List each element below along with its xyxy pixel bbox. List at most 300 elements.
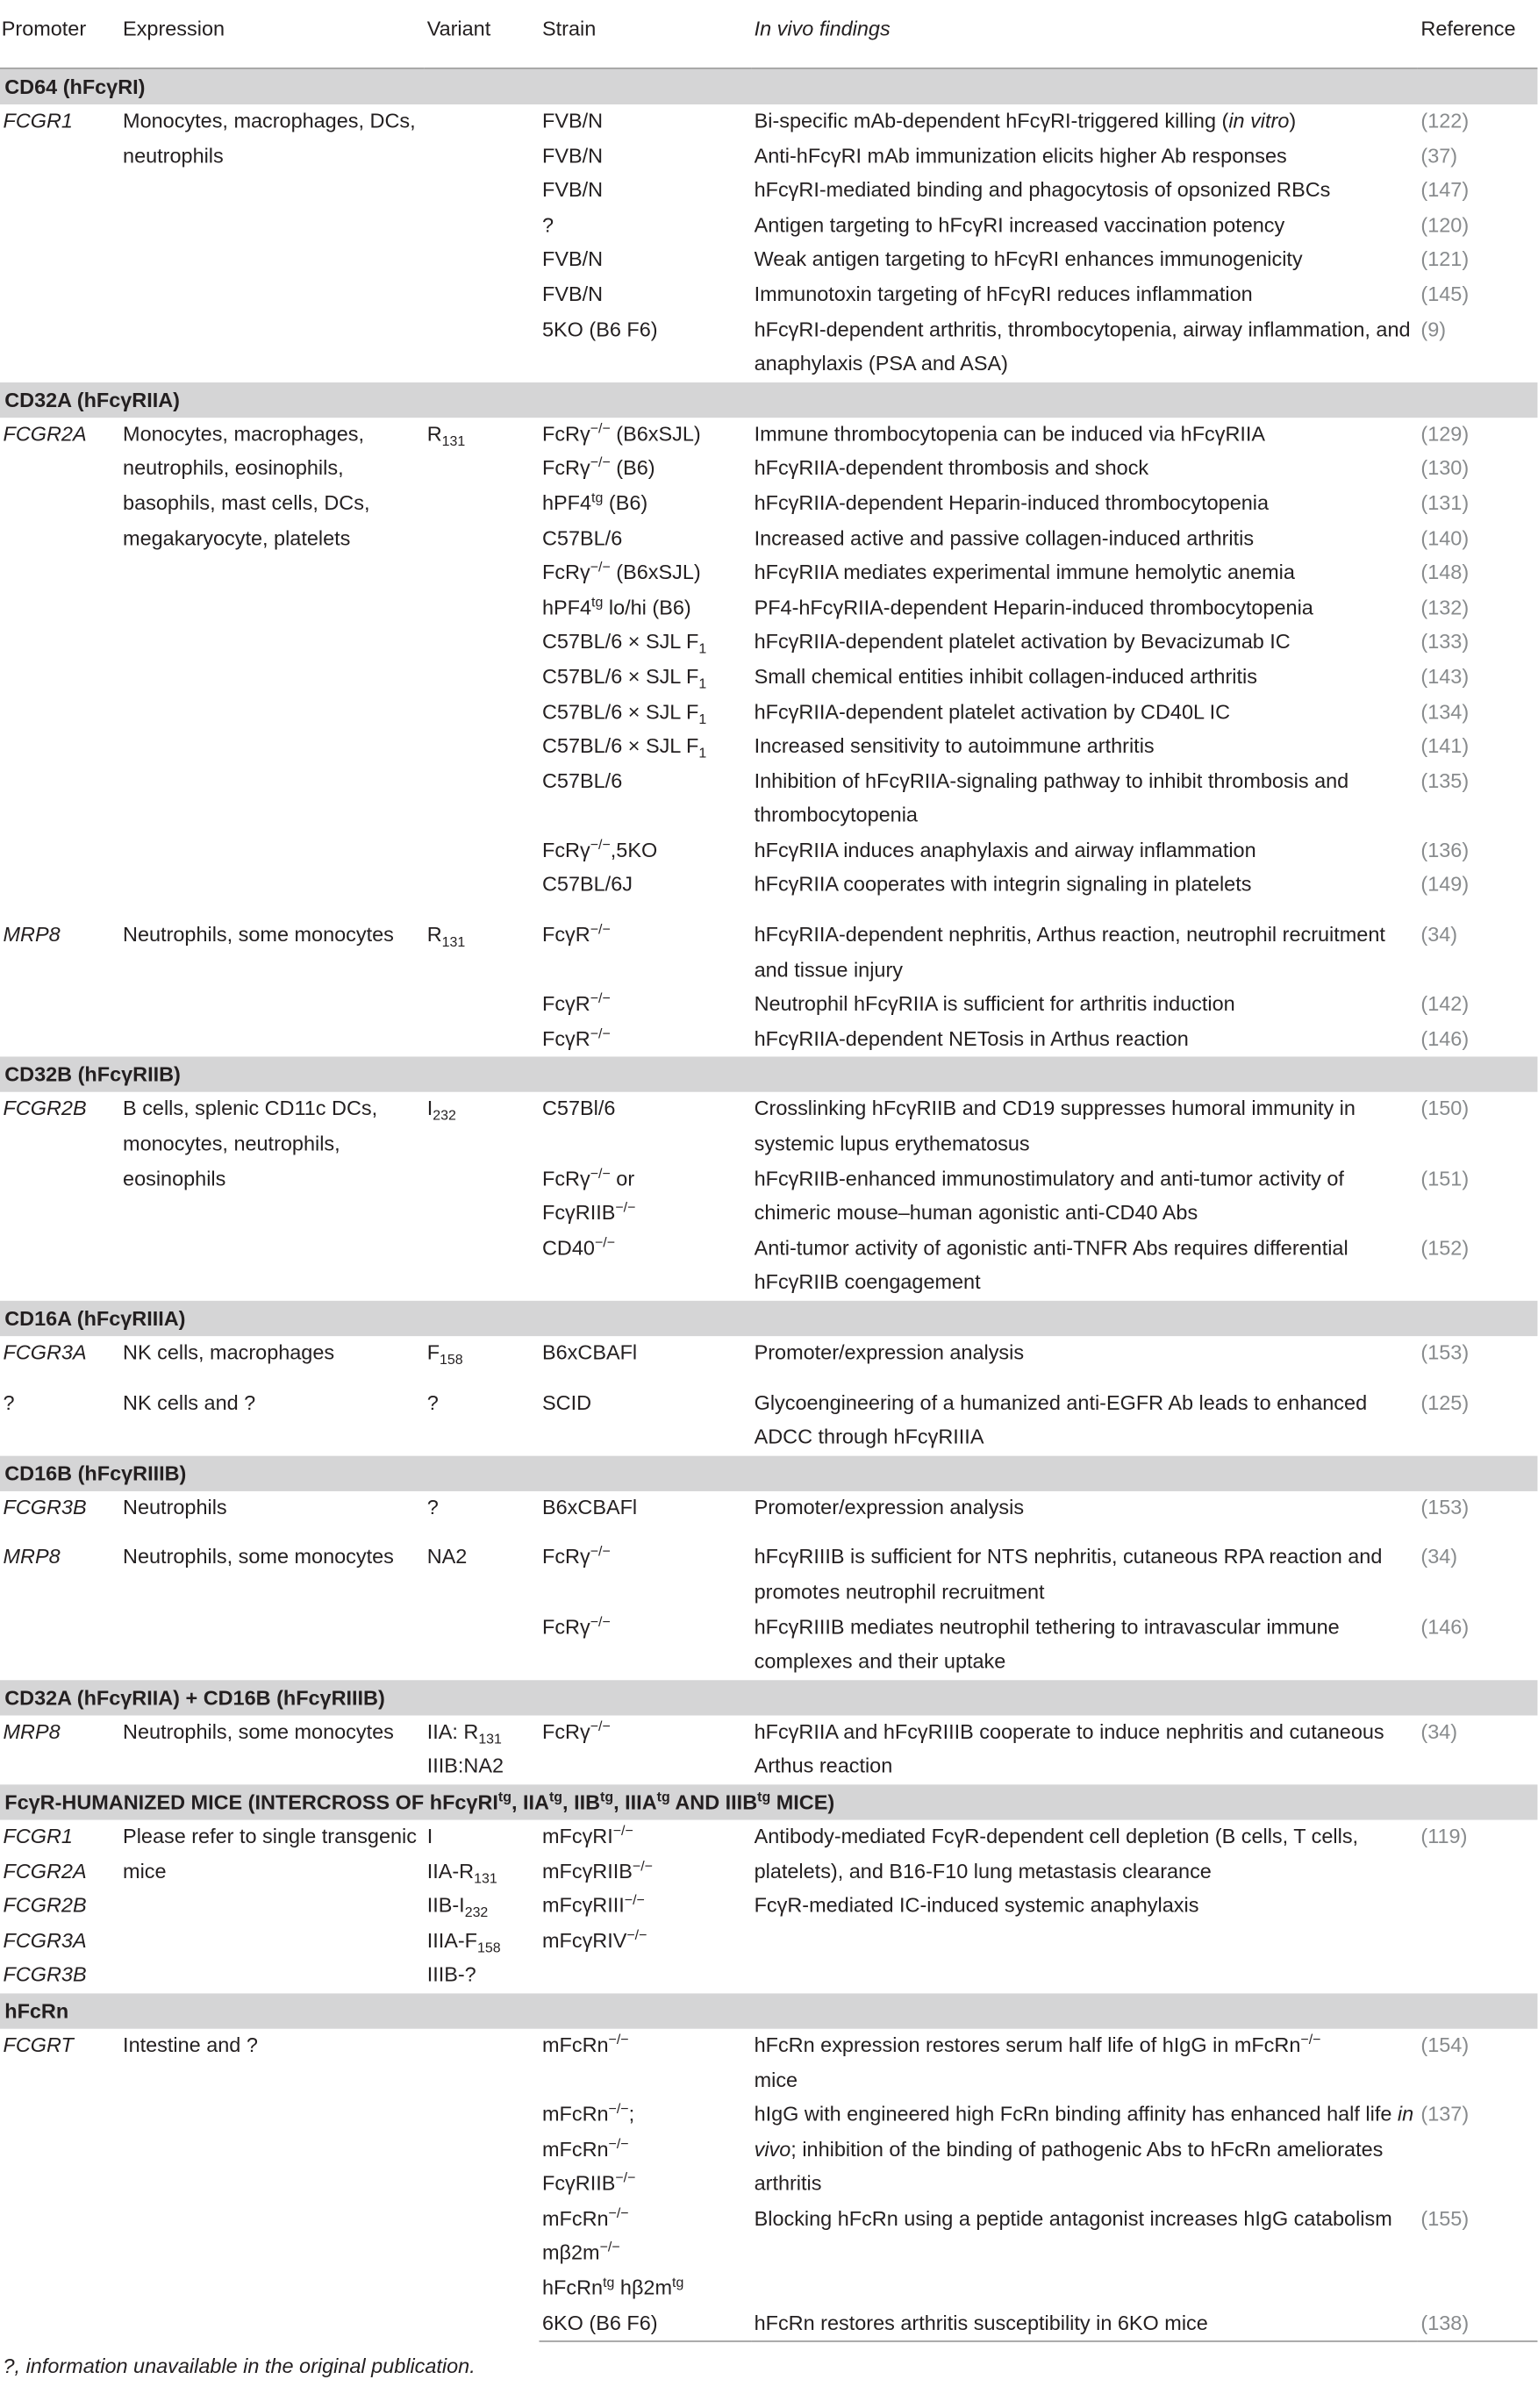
finding-cell: Inhibition of hFcγRIIA-signaling pathway to inhibit thrombosis and thrombocytopenia <box>754 768 1349 827</box>
finding-cell: Promoter/expression analysis <box>754 1340 1025 1364</box>
finding-cell: hFcγRIIA and hFcγRIIIB cooperate to induce nephritis and cutaneous Arthus reaction <box>754 1719 1384 1778</box>
strain-tail: or <box>610 1166 635 1190</box>
variant-cell <box>424 1093 539 1301</box>
strain-text: FcRγ <box>541 422 590 446</box>
finding-cell: Crosslinking hFcγRIIB and CD19 suppresses humoral immunity in systemic lupus erythematosus <box>754 1097 1356 1155</box>
strain-sup: −/− <box>590 990 611 1007</box>
table-row <box>0 1491 1537 1526</box>
finding-text: Bi-specific mAb-dependent hFcγRI-triggered killing ( <box>754 109 1229 132</box>
strain-text: FcγRIIB <box>541 1201 616 1225</box>
variant-text: IIA: R <box>426 1719 479 1743</box>
variant-cell: ? <box>426 1495 439 1519</box>
reference-cell[interactable]: (37) <box>1420 143 1458 168</box>
variant-text: IIIB:NA2 <box>426 1754 504 1778</box>
strain-tail: lo/hi (B6) <box>603 595 691 619</box>
table-row <box>0 1541 1537 1611</box>
finding-cell: Weak antigen targeting to hFcγRI enhances immunogenicity <box>754 247 1303 271</box>
strain-text: FcRγ <box>541 456 590 480</box>
strain-text: FcRγ <box>541 1719 590 1743</box>
reference-cell[interactable]: (135) <box>1420 768 1470 792</box>
finding-cell: Small chemical entities inhibit collagen-induced arthritis <box>754 664 1257 689</box>
section-text: AND IIIB <box>669 1790 758 1814</box>
strain-sup: −/− <box>590 836 611 853</box>
variant-line <box>427 1924 540 1959</box>
finding-cell: Glycoengineering of a humanized anti-EGFR Ab leads to enhanced ADCC through hFcγRIIIA <box>754 1390 1368 1449</box>
header-reference: Reference <box>1418 0 1538 68</box>
variant-text: I <box>426 1824 433 1847</box>
variant-text: R <box>426 923 442 947</box>
variant-cell: ? <box>426 1390 439 1414</box>
reference-cell[interactable]: (122) <box>1420 109 1470 132</box>
strain-text: FcRγ <box>541 1166 590 1190</box>
strain-sub: 1 <box>698 745 707 761</box>
promoter-cell: FCGR1 <box>3 109 73 132</box>
finding-cell <box>751 2029 1418 2098</box>
strain-sup: −/− <box>590 454 611 471</box>
strain-sup: −/− <box>590 1718 611 1734</box>
strain-cell <box>539 625 751 661</box>
section-title: CD16A (hFcγRIIIA) <box>0 1301 1537 1336</box>
variant-sub: 158 <box>440 1351 463 1368</box>
strain-line <box>542 2271 751 2306</box>
strain-cell: C57BL/6 <box>541 768 623 792</box>
variant-sub: 131 <box>478 1730 502 1747</box>
spacer-row <box>0 1526 1537 1541</box>
strain-text: FcγR <box>541 923 590 947</box>
expression-cell: Neutrophils, some monocytes <box>123 1545 394 1569</box>
strain-text: mFcγRIV <box>541 1928 627 1952</box>
strain-text: mFcRn <box>541 2033 609 2057</box>
finding-cell <box>751 2098 1418 2203</box>
strain-text: FcγR <box>541 1026 590 1051</box>
section-title: CD64 (hFcγRI) <box>0 68 1537 104</box>
reference-cell[interactable]: (145) <box>1420 282 1470 306</box>
reference-cell[interactable]: (140) <box>1420 525 1470 549</box>
variant-cell <box>424 2029 539 2342</box>
strain-text: C57BL/6 × SJL F <box>541 664 699 689</box>
strain-text: mFcγRIII <box>541 1893 625 1918</box>
promoter-cell: FCGR3A <box>3 1340 87 1364</box>
variant-text: IIB-I <box>426 1893 465 1918</box>
strain-text: FcRγ <box>541 1614 590 1639</box>
finding-text: ; inhibition of the binding of pathogenic Abs to hFcRn ameliorates arthritis <box>754 2137 1384 2196</box>
finding-cell: hFcγRIIIB is sufficient for NTS nephritis, cutaneous RPA reaction and promotes neutrophil recruitment <box>754 1545 1383 1604</box>
spacer-cell <box>0 1371 1537 1387</box>
strain-cell: B6xCBAFl <box>541 1495 638 1519</box>
reference-cell[interactable]: (34) <box>1420 1719 1458 1743</box>
strain-cell <box>539 730 751 765</box>
reference-cell[interactable]: (146) <box>1420 1614 1470 1639</box>
strain-text: hPF4 <box>541 491 592 515</box>
expression-cell: Monocytes, macrophages, neutrophils, eosinophils, basophils, mast cells, DCs, megakaryocyte, platelets <box>123 422 370 549</box>
variant-line <box>427 1819 540 1854</box>
strain-cell: FVB/N <box>541 143 604 168</box>
variant-sub: 232 <box>464 1904 489 1920</box>
strain-text: mFcRn <box>541 2137 609 2161</box>
reference-cell[interactable]: (132) <box>1420 595 1470 619</box>
finding-text: Antibody-mediated FcγR-dependent cell depletion (B cells, T cells, platelets), and B16-F10 lung metastasis clearance <box>754 1824 1359 1883</box>
spacer-row <box>0 904 1537 919</box>
section-title: CD32B (hFcγRIIB) <box>0 1057 1537 1092</box>
strain-sup: −/− <box>632 1857 653 1874</box>
strain-line <box>542 1854 751 1890</box>
table-footnote: ?, information unavailable in the original publication. <box>3 2354 476 2378</box>
strain-cell: FVB/N <box>541 178 604 202</box>
variant-cell <box>424 418 539 904</box>
variant-line <box>427 1890 540 1925</box>
reference-cell[interactable]: (125) <box>1420 1390 1470 1414</box>
expression-cell: Please refer to single transgenic mice <box>123 1824 417 1883</box>
strain-cell <box>539 1232 751 1301</box>
table-row <box>0 1819 1537 1993</box>
strain-sup: −/− <box>590 921 611 938</box>
strain-text: FcRγ <box>541 838 590 861</box>
finding-text: hIgG with engineered high FcRn binding affinity has enhanced half life <box>754 2102 1398 2126</box>
finding-cell: hFcγRIIA-dependent Heparin-induced thrombocytopenia <box>754 491 1270 515</box>
strain-sub: 1 <box>698 711 707 726</box>
variant-text: IIIB-? <box>426 1962 476 1987</box>
section-title: CD16B (hFcγRIIIB) <box>0 1455 1537 1490</box>
table-row <box>0 1093 1537 1162</box>
variant-sub: 131 <box>441 933 466 950</box>
strain-cell: C57BL/6 <box>541 525 623 549</box>
promoter-cell: FCGR2A <box>3 422 87 446</box>
strain-sup: −/− <box>612 1822 633 1839</box>
promoter-line: FCGR2B <box>3 1893 87 1918</box>
variant-cell: NA2 <box>426 1545 468 1569</box>
strain-tail: (B6) <box>610 456 655 480</box>
strain-line <box>542 2098 751 2133</box>
variant-text: IIA-R <box>426 1859 475 1883</box>
reference-cell[interactable]: (134) <box>1420 699 1470 723</box>
variant-text: I <box>426 1097 433 1121</box>
strain-line <box>542 2237 751 2272</box>
reference-cell[interactable]: (151) <box>1420 1166 1470 1190</box>
promoter-line: FCGR2A <box>3 1859 87 1883</box>
finding-cell: hFcγRI-mediated binding and phagocytosis of opsonized RBCs <box>754 178 1331 202</box>
strain-cell: C57BL/6J <box>541 873 633 897</box>
strain-line <box>542 2202 751 2237</box>
finding-cell: hFcγRIIA mediates experimental immune hemolytic anemia <box>754 561 1295 584</box>
section-title: hFcRn <box>0 1993 1537 2028</box>
finding-cell: hFcγRIIA induces anaphylaxis and airway inflammation <box>754 838 1256 861</box>
variant-sub: 131 <box>474 1869 497 1886</box>
reference-cell[interactable]: (142) <box>1420 992 1470 1016</box>
finding-cell: hFcRn restores arthritis susceptibility in 6KO mice <box>751 2306 1418 2341</box>
expression-cell: Neutrophils <box>123 1495 227 1519</box>
finding-text: hFcRn expression restores serum half life of hIgG in mFcRn <box>754 2033 1301 2057</box>
promoter-line: FCGR3A <box>3 1928 87 1952</box>
variant-cell <box>424 1336 539 1371</box>
variant-text: F <box>426 1340 440 1364</box>
strain-line <box>542 2133 751 2168</box>
reference-cell[interactable]: (149) <box>1420 873 1470 897</box>
section-sup: tg <box>548 1789 563 1804</box>
strain-line <box>542 1890 751 1925</box>
strain-line <box>542 1819 751 1854</box>
finding-text: ) <box>1289 109 1297 132</box>
strain-cell <box>539 1715 751 1784</box>
strain-cell: ? <box>541 212 554 237</box>
section-header <box>0 1455 1537 1490</box>
strain-text: mFcRn <box>541 2102 609 2126</box>
spacer-row <box>0 1371 1537 1387</box>
finding-cell: hFcγRIIIB mediates neutrophil tethering to intravascular immune complexes and their uptake <box>754 1614 1340 1673</box>
section-header <box>0 1993 1537 2028</box>
strain-sup: −/− <box>590 420 611 436</box>
reference-cell[interactable]: (153) <box>1420 1495 1470 1519</box>
reference-cell[interactable]: (131) <box>1420 491 1470 515</box>
reference-cell[interactable]: (133) <box>1420 630 1470 654</box>
variant-cell <box>424 918 539 1057</box>
strain-sup: −/− <box>590 1613 611 1629</box>
strain-text: FcγRIIB <box>541 2171 616 2196</box>
finding-cell: Anti-hFcγRI mAb immunization elicits higher Ab responses <box>754 143 1287 168</box>
reference-cell[interactable]: (155) <box>1420 2206 1470 2230</box>
strain-cell: C57Bl/6 <box>541 1097 616 1121</box>
strain-cell <box>539 988 751 1023</box>
section-header <box>0 1057 1537 1092</box>
reference-cell[interactable]: (150) <box>1420 1097 1470 1121</box>
strain-sup: −/− <box>594 1234 616 1250</box>
strain-text: hPF4 <box>541 595 592 619</box>
reference-cell[interactable]: (154) <box>1420 2033 1470 2057</box>
reference-cell[interactable]: (147) <box>1420 178 1470 202</box>
reference-cell[interactable]: (130) <box>1420 456 1470 480</box>
finding-cell <box>751 1819 1418 1993</box>
strain-sup: tg <box>672 2274 684 2290</box>
strain-sub: 1 <box>698 675 707 691</box>
reference-cell[interactable]: (152) <box>1420 1235 1470 1260</box>
section-text: , IIB <box>562 1790 601 1814</box>
spacer-cell <box>0 904 1537 919</box>
reference-cell[interactable]: (143) <box>1420 664 1470 689</box>
section-header <box>0 68 1537 104</box>
strain-line <box>542 2168 751 2203</box>
strain-text: mFcγRIIB <box>541 1859 633 1883</box>
strain-sup: −/− <box>608 2135 629 2152</box>
finding-cell: Neutrophil hFcγRIIA is sufficient for arthritis induction <box>754 992 1235 1016</box>
table-row <box>0 1386 1537 1455</box>
strain-sup: −/− <box>608 2032 629 2047</box>
strain-text: hβ2m <box>614 2276 673 2299</box>
strain-sup: −/− <box>590 1165 611 1181</box>
finding-italic: in vitro <box>1228 109 1290 132</box>
section-header <box>0 1301 1537 1336</box>
finding-cell: Blocking hFcRn using a peptide antagonist increases hIgG catabolism <box>754 2206 1392 2230</box>
strain-cell <box>539 591 751 626</box>
expression-cell: Intestine and ? <box>123 2033 258 2057</box>
table-row <box>0 174 1537 209</box>
strain-tail: (B6xSJL) <box>610 561 701 584</box>
reference-cell[interactable]: (34) <box>1420 1545 1458 1569</box>
finding-italic: in vivo <box>754 2102 1414 2161</box>
reference-cell[interactable]: (137) <box>1420 2102 1470 2126</box>
section-text: , IIA <box>511 1790 549 1814</box>
variant-cell <box>424 1819 539 1993</box>
strain-tail: ,5KO <box>610 838 658 861</box>
finding-cell: hFcγRIIA-dependent nephritis, Arthus reaction, neutrophil recruitment and tissue injury <box>754 923 1385 982</box>
strain-cell <box>539 2202 751 2306</box>
header-strain: Strain <box>539 0 751 68</box>
header-row <box>0 0 1537 68</box>
spacer-cell <box>0 1526 1537 1541</box>
strain-cell: SCID <box>541 1390 592 1414</box>
finding-cell: Promoter/expression analysis <box>754 1495 1025 1519</box>
variant-text: IIIA-F <box>426 1928 478 1952</box>
strain-cell <box>539 833 751 868</box>
reference-cell[interactable]: (146) <box>1420 1026 1470 1051</box>
strain-text: FcRγ <box>541 561 590 584</box>
strain-cell: FVB/N <box>541 247 604 271</box>
strain-sup: tg <box>591 489 604 505</box>
finding-cell: Immunotoxin targeting of hFcγRI reduces inflammation <box>754 282 1253 306</box>
strain-cell: 5KO (B6 F6) <box>541 317 658 340</box>
strain-cell <box>539 556 751 591</box>
table-row <box>0 418 1537 453</box>
finding-cell: Antigen targeting to hFcγRI increased vaccination potency <box>754 212 1285 237</box>
strain-cell <box>539 1541 751 1611</box>
reference-cell[interactable]: (129) <box>1420 422 1470 446</box>
section-title <box>0 1784 1537 1819</box>
expression-cell: NK cells and ? <box>123 1390 256 1414</box>
strain-text: C57BL/6 × SJL F <box>541 630 699 654</box>
header-expression: Expression <box>120 0 425 68</box>
strain-sup: tg <box>591 594 604 610</box>
finding-cell: Increased sensitivity to autoimmune arthritis <box>754 733 1155 758</box>
strain-text: CD40 <box>541 1235 595 1260</box>
finding-text: FcγR-mediated IC-induced systemic anaphylaxis <box>754 1893 1199 1918</box>
reference-cell[interactable]: (120) <box>1420 212 1470 237</box>
strain-cell: FVB/N <box>541 282 604 306</box>
table-row <box>0 918 1537 988</box>
reference-cell[interactable]: (121) <box>1420 247 1470 271</box>
variant-cell <box>424 1715 539 1784</box>
reference-cell[interactable]: (136) <box>1420 838 1470 861</box>
section-header <box>0 382 1537 417</box>
variant-sub: 131 <box>441 432 466 449</box>
section-title: CD32A (hFcγRIIA) <box>0 382 1537 417</box>
variant-cell <box>424 104 539 382</box>
reference-cell[interactable]: (148) <box>1420 561 1470 584</box>
strain-sup: −/− <box>590 559 611 575</box>
finding-cell: hFcγRIIB-enhanced immunostimulatory and anti-tumor activity of chimeric mouse–human agonistic anti-CD40 Abs <box>754 1166 1344 1225</box>
section-sup: tg <box>656 1789 670 1804</box>
reference-cell[interactable]: (119) <box>1420 1824 1468 1847</box>
promoter-line: FCGR3B <box>3 1962 87 1987</box>
empty-cell <box>0 174 424 382</box>
table-row <box>0 2029 1537 2098</box>
promoter-cell: MRP8 <box>3 1545 61 1569</box>
section-header <box>0 1680 1537 1715</box>
header-promoter: Promoter <box>0 0 120 68</box>
expression-cell: NK cells, macrophages <box>123 1340 335 1364</box>
section-sup: tg <box>497 1789 511 1804</box>
reference-cell[interactable]: (34) <box>1420 923 1458 947</box>
promoter-cell: FCGRT <box>3 2033 74 2057</box>
strain-sup: tg <box>603 2274 615 2290</box>
reference-cell[interactable]: (141) <box>1420 733 1470 758</box>
strain-cell <box>539 2098 751 2203</box>
strain-tail: (B6) <box>603 491 648 515</box>
section-text: MICE) <box>770 1790 835 1814</box>
strain-sup: −/− <box>626 1926 647 1943</box>
strain-sup: −/− <box>590 1544 611 1560</box>
strain-text: C57BL/6 × SJL F <box>541 699 699 723</box>
strain-text: mFcRn <box>541 2206 609 2230</box>
strain-sup: −/− <box>624 1892 645 1908</box>
finding-cell: hFcγRIIA cooperates with integrin signaling in platelets <box>754 873 1252 897</box>
finding-cell: Increased active and passive collagen-induced arthritis <box>754 525 1255 549</box>
section-title: CD32A (hFcγRIIA) + CD16B (hFcγRIIIB) <box>0 1680 1537 1715</box>
promoter-cell: MRP8 <box>3 1719 61 1743</box>
strain-text: FcγR <box>541 992 590 1016</box>
finding-cell: Immune thrombocytopenia can be induced via hFcγRIIA <box>754 422 1266 446</box>
strain-cell <box>539 2029 751 2098</box>
strain-text: mFcγRI <box>541 1824 613 1847</box>
section-header <box>0 1784 1537 1819</box>
strain-tail: (B6xSJL) <box>610 422 701 446</box>
strain-cell <box>539 1611 751 1680</box>
finding-cell: hFcγRIIA-dependent platelet activation by Bevacizumab IC <box>754 630 1291 654</box>
reference-cell[interactable]: (138) <box>1418 2306 1538 2341</box>
reference-cell[interactable]: (153) <box>1420 1340 1470 1364</box>
expression-cell: Neutrophils, some monocytes <box>123 1719 394 1743</box>
strain-cell <box>539 661 751 696</box>
expression-cell: B cells, splenic CD11c DCs, monocytes, neutrophils, eosinophils <box>123 1097 378 1190</box>
strain-cell <box>539 1819 751 1993</box>
strain-cell: B6xCBAFl <box>541 1340 638 1364</box>
strain-cell: 6KO (B6 F6) <box>539 2306 751 2341</box>
finding-cell: hFcγRIIA-dependent platelet activation by CD40L IC <box>754 699 1231 723</box>
promoter-cell: MRP8 <box>3 923 61 947</box>
section-text: FcγR-HUMANIZED MICE (INTERCROSS OF hFcγRI <box>4 1790 498 1814</box>
reference-cell[interactable]: (9) <box>1420 317 1447 340</box>
finding-cell <box>751 104 1418 139</box>
section-text: , IIIA <box>613 1790 657 1814</box>
promoter-cell: ? <box>3 1390 15 1414</box>
variant-sub: 158 <box>477 1939 501 1955</box>
header-findings: In vivo findings <box>751 0 1418 68</box>
strain-text: C57BL/6 × SJL F <box>541 733 699 758</box>
finding-cell: Anti-tumor activity of agonistic anti-TNFR Abs requires differential hFcγRIIB coengagement <box>754 1235 1348 1294</box>
strain-cell <box>539 918 751 988</box>
table-row <box>0 1715 1537 1784</box>
promoter-cell: FCGR2B <box>3 1097 87 1121</box>
strain-text: mβ2m <box>541 2241 600 2265</box>
strain-cell <box>539 487 751 522</box>
promoter-cell: FCGR3B <box>3 1495 87 1519</box>
promoter-cell <box>0 1819 120 1993</box>
strain-sup: −/− <box>590 1025 611 1041</box>
expression-cell: Monocytes, macrophages, DCs, neutrophils <box>123 109 416 168</box>
section-sup: tg <box>757 1789 771 1804</box>
strain-sup: −/− <box>608 2204 629 2221</box>
strain-sup: −/− <box>615 1199 636 1216</box>
finding-cell: hFcγRI-dependent arthritis, thrombocytopenia, airway inflammation, and anaphylaxis (PSA and ASA) <box>754 317 1411 375</box>
strain-cell <box>539 695 751 730</box>
table-row <box>0 104 1537 139</box>
finding-sup: −/− <box>1300 2032 1321 2047</box>
variant-sub: 232 <box>433 1108 456 1124</box>
header-variant: Variant <box>424 0 539 68</box>
strain-cell: FVB/N <box>541 109 604 132</box>
strain-sup: −/− <box>615 2170 636 2186</box>
strain-cell <box>539 418 751 453</box>
variant-text: R <box>426 422 442 446</box>
table-row <box>0 1336 1537 1371</box>
strain-line <box>542 1924 751 1959</box>
